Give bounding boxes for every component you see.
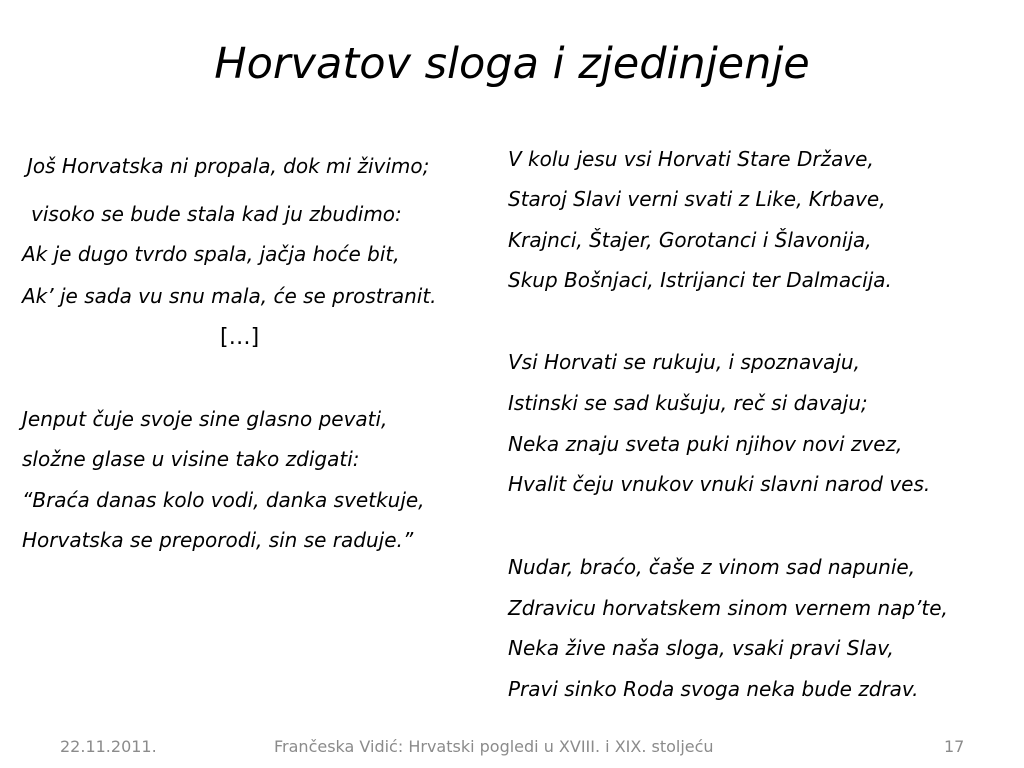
poem-line: složne glase u visine tako zdigati:	[22, 447, 360, 471]
poem-line: visoko se bude stala kad ju zbudimo:	[31, 202, 402, 226]
poem-line: Krajnci, Štajer, Gorotanci i Šlavonija,	[508, 228, 872, 252]
poem-line: Jenput čuje svoje sine glasno pevati,	[22, 407, 388, 431]
ellipsis-marker: […]	[220, 325, 260, 350]
poem-line: Još Horvatska ni propala, dok mi živimo;	[27, 154, 430, 178]
poem-line: Neka žive naša sloga, vsaki pravi Slav,	[508, 636, 894, 660]
poem-line: Skup Bošnjaci, Istrijanci ter Dalmacija.	[508, 268, 892, 292]
footer-caption: Frančeska Vidić: Hrvatski pogledi u XVIII. i XIX. stoljeću	[274, 737, 714, 756]
poem-line: “Braća danas kolo vodi, danka svetkuje,	[22, 488, 425, 512]
poem-line: Vsi Horvati se rukuju, i spoznavaju,	[508, 350, 860, 374]
footer-date: 22.11.2011.	[60, 737, 157, 756]
poem-line: Ak’ je sada vu snu mala, će se prostranit.	[22, 284, 437, 308]
poem-line: Neka znaju sveta puki njihov novi zvez,	[508, 432, 903, 456]
poem-line: Horvatska se preporodi, sin se raduje.”	[22, 528, 414, 552]
poem-line: Zdravicu horvatskem sinom vernem nap’te,	[508, 596, 948, 620]
poem-line: Hvalit čeju vnukov vnuki slavni narod ves.	[508, 472, 931, 496]
footer-page-number: 17	[944, 737, 965, 756]
poem-line: Istinski se sad kušuju, reč si davaju;	[508, 391, 868, 415]
slide-title: Horvatov sloga i zjedinjenje	[214, 39, 810, 89]
poem-line: Staroj Slavi verni svati z Like, Krbave,	[508, 187, 886, 211]
poem-line: Pravi sinko Roda svoga neka bude zdrav.	[508, 677, 919, 701]
poem-line: V kolu jesu vsi Horvati Stare Države,	[508, 147, 874, 171]
poem-line: Nudar, braćo, čaše z vinom sad napunie,	[508, 555, 916, 579]
poem-line: Ak je dugo tvrdo spala, jačja hoće bit,	[22, 242, 400, 266]
